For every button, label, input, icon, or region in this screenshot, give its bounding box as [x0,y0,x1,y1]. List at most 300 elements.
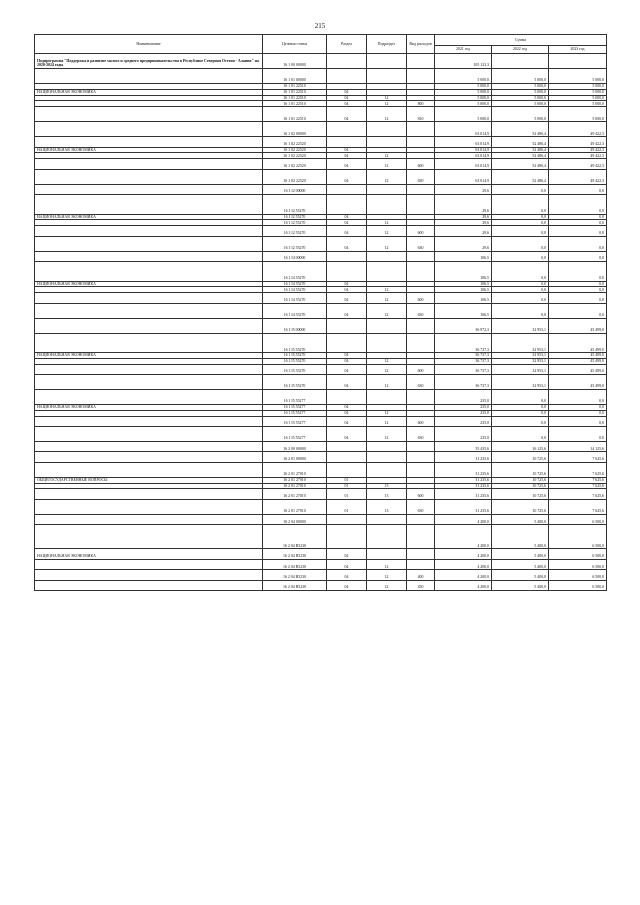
row-target-code: 16 2 04 R5230 [263,525,327,549]
row-expense-type [407,462,435,477]
row-name [35,442,263,452]
row-target-code: 16 1 I5 00000 [263,318,327,333]
row-expense-type [407,54,435,69]
row-target-code: 16 1 I5 55270 [263,364,327,374]
row-name [35,570,263,580]
row-amount-2022: 52 486,4 [492,169,549,184]
table-row [35,499,607,514]
row-amount-2022: 0,0 [492,251,549,261]
row-amount-2021: 29,6 [435,220,492,226]
table-row [35,442,607,452]
row-section: 01 [327,483,367,489]
row-target-code: 16 1 I5 55270 [263,353,327,359]
row-subsection: 12 [367,580,407,590]
row-target-code: 16 1 I5 55270 [263,375,327,390]
budget-table [34,34,607,591]
header-year-2022: 2022 год [492,46,549,54]
row-name [35,375,263,390]
row-section: 04 [327,107,367,122]
row-expense-type: 630 [407,169,435,184]
row-expense-type [407,452,435,462]
header-year-2021: 2021 год [435,46,492,54]
row-amount-2022: 0,0 [492,236,549,251]
row-amount-2022: 5 000,0 [492,95,549,101]
row-amount-2023: 5 000,0 [549,89,607,95]
row-amount-2022: 0,0 [492,281,549,287]
row-amount-2022: 0,0 [492,261,549,281]
row-amount-2021: 4 200,0 [435,514,492,524]
row-section: 04 [327,353,367,359]
row-name [35,107,263,122]
row-section: 04 [327,281,367,287]
row-subsection: 12 [367,416,407,426]
row-subsection: 12 [367,220,407,226]
row-amount-2023: 0,0 [549,236,607,251]
row-name [35,194,263,214]
row-expense-type: 630 [407,236,435,251]
row-target-code: 16 2 04 00000 [263,514,327,524]
row-section [327,525,367,549]
row-subsection [367,525,407,549]
row-subsection: 13 [367,489,407,499]
row-amount-2021: 31 235,6 [435,489,492,499]
row-amount-2023: 45 499,0 [549,375,607,390]
table-row [35,364,607,374]
row-name: ОБЩЕГОСУДАРСТВЕННЫЕ ВОПРОСЫ [35,477,263,483]
row-amount-2023: 0,0 [549,214,607,220]
row-subsection [367,54,407,69]
row-amount-2023: 7 625,6 [549,452,607,462]
row-target-code: 16 2 04 R5230 [263,549,327,559]
row-subsection [367,452,407,462]
row-target-code: 16 1 01 22510 [263,101,327,107]
row-section: 04 [327,358,367,364]
row-name [35,318,263,333]
row-amount-2021: 36 737,3 [435,375,492,390]
row-expense-type [407,442,435,452]
row-section: 01 [327,477,367,483]
row-amount-2022: 0,0 [492,390,549,405]
table-row [35,169,607,184]
row-amount-2021: 5 000,0 [435,101,492,107]
row-expense-type: 800 [407,101,435,107]
row-name [35,236,263,251]
row-amount-2023: 0,0 [549,287,607,293]
row-amount-2022: 10 725,6 [492,489,549,499]
row-amount-2023: 7 625,6 [549,499,607,514]
row-amount-2022: 0,0 [492,287,549,293]
row-expense-type: 630 [407,303,435,318]
row-amount-2023: 0,0 [549,184,607,194]
row-amount-2021: 36 737,3 [435,353,492,359]
row-amount-2023: 5 000,0 [549,69,607,84]
row-amount-2023: 49 422,3 [549,122,607,137]
row-section: 04 [327,101,367,107]
row-target-code: 16 2 00 00000 [263,442,327,452]
row-subsection: 12 [367,95,407,101]
header-code: Целевая статья [263,35,327,54]
table-row [35,54,607,69]
row-section: 04 [327,549,367,559]
row-subsection: 13 [367,483,407,489]
row-amount-2021: 35 435,6 [435,442,492,452]
row-name [35,122,263,137]
table-row [35,226,607,236]
table-row [35,137,607,147]
table-row [35,375,607,390]
row-subsection: 12 [367,358,407,364]
page-number: 215 [314,22,326,30]
row-subsection [367,137,407,147]
row-target-code: 16 1 02 22520 [263,153,327,159]
row-subsection: 12 [367,364,407,374]
row-subsection: 12 [367,287,407,293]
row-section [327,442,367,452]
row-amount-2023: 0,0 [549,293,607,303]
row-name [35,184,263,194]
row-amount-2021: 5 000,0 [435,95,492,101]
row-amount-2022: 5 000,0 [492,84,549,90]
table-row [35,416,607,426]
row-section: 04 [327,236,367,251]
row-target-code: 16 1 I5 55270 [263,333,327,353]
row-target-code: 16 1 I5 55277 [263,427,327,442]
row-expense-type [407,261,435,281]
row-target-code: 16 1 I5 55277 [263,410,327,416]
row-amount-2021: 63 014,9 [435,147,492,153]
row-amount-2023: 6 500,0 [549,580,607,590]
row-section: 04 [327,147,367,153]
row-amount-2022: 0,0 [492,214,549,220]
row-expense-type [407,514,435,524]
row-section: 04 [327,226,367,236]
table-row [35,194,607,214]
row-amount-2022: 0,0 [492,184,549,194]
row-section [327,69,367,84]
row-amount-2021: 5 000,0 [435,69,492,84]
row-name [35,293,263,303]
row-name [35,427,263,442]
row-target-code: 16 1 I2 55270 [263,214,327,220]
row-amount-2021: 29,6 [435,214,492,220]
row-section: 04 [327,95,367,101]
row-section [327,122,367,137]
row-amount-2022: 32 953,1 [492,333,549,353]
row-section [327,194,367,214]
row-amount-2022: 52 486,4 [492,122,549,137]
row-section: 04 [327,153,367,159]
row-amount-2023: 0,0 [549,427,607,442]
row-name [35,169,263,184]
table-row [35,318,607,333]
row-subsection [367,194,407,214]
table-row [35,303,607,318]
row-name [35,159,263,169]
table-row [35,293,607,303]
row-amount-2022: 10 725,6 [492,477,549,483]
row-subsection [367,261,407,281]
row-expense-type: 630 [407,499,435,514]
row-section: 04 [327,169,367,184]
table-row [35,427,607,442]
table-row [35,549,607,559]
header-section: Раздел [327,35,367,54]
row-amount-2021: 36 972,3 [435,318,492,333]
row-amount-2021: 63 014,9 [435,137,492,147]
row-amount-2023: 14 125,6 [549,442,607,452]
row-amount-2021: 106,5 [435,303,492,318]
row-subsection: 12 [367,293,407,303]
row-amount-2022: 52 486,4 [492,137,549,147]
row-name [35,390,263,405]
row-target-code: 16 1 I4 55270 [263,287,327,293]
row-target-code: 16 1 I4 55270 [263,293,327,303]
row-subsection [367,318,407,333]
row-name [35,514,263,524]
row-target-code: 16 1 I4 55270 [263,281,327,287]
table-row [35,570,607,580]
table-row [35,184,607,194]
header-expense-type: Вид расходов [407,35,435,54]
row-name: НАЦИОНАЛЬНАЯ ЭКОНОМИКА [35,353,263,359]
row-amount-2021: 4 200,0 [435,559,492,569]
row-name [35,364,263,374]
row-amount-2023: 0,0 [549,251,607,261]
row-expense-type: 810 [407,107,435,122]
row-amount-2022: 0,0 [492,220,549,226]
row-section: 04 [327,89,367,95]
row-amount-2021: 106,5 [435,281,492,287]
row-target-code: 16 2 01 27010 [263,483,327,489]
row-amount-2022 [492,54,549,69]
row-amount-2022: 16 125,6 [492,442,549,452]
row-amount-2021: 235,0 [435,405,492,411]
row-amount-2021: 106,5 [435,261,492,281]
row-subsection [367,333,407,353]
header-amount: Сумма [435,35,607,46]
table-row [35,261,607,281]
row-amount-2021: 36 737,3 [435,358,492,364]
row-amount-2023: 0,0 [549,220,607,226]
row-amount-2022: 10 725,6 [492,462,549,477]
row-amount-2022: 32 953,1 [492,353,549,359]
row-expense-type [407,525,435,549]
row-amount-2022: 32 953,1 [492,364,549,374]
row-target-code: 16 2 01 27010 [263,499,327,514]
row-amount-2022: 5 000,0 [492,101,549,107]
row-expense-type: 600 [407,159,435,169]
row-section [327,137,367,147]
row-amount-2023: 0,0 [549,390,607,405]
row-amount-2023: 49 422,3 [549,137,607,147]
row-target-code: 16 1 02 22520 [263,147,327,153]
table-header [35,35,607,54]
row-expense-type: 600 [407,416,435,426]
row-target-code: 16 1 I5 55277 [263,390,327,405]
row-target-code: 16 2 04 R5230 [263,570,327,580]
row-amount-2021: 4 200,0 [435,570,492,580]
row-target-code: 16 2 01 27010 [263,462,327,477]
row-target-code: 16 1 I2 55270 [263,236,327,251]
row-section: 04 [327,287,367,293]
row-subsection: 12 [367,570,407,580]
row-amount-2021: 31 235,6 [435,477,492,483]
row-amount-2021: 106,5 [435,251,492,261]
row-amount-2023 [549,54,607,69]
row-name [35,137,263,147]
row-amount-2023: 45 499,0 [549,353,607,359]
row-amount-2022: 0,0 [492,427,549,442]
row-amount-2021: 106,5 [435,293,492,303]
row-amount-2021: 5 000,0 [435,107,492,122]
table-row [35,107,607,122]
table-row [35,390,607,405]
row-name [35,251,263,261]
row-amount-2022: 10 725,6 [492,499,549,514]
row-amount-2021: 235,0 [435,416,492,426]
row-subsection [367,390,407,405]
table-row [35,489,607,499]
row-amount-2023: 0,0 [549,194,607,214]
row-amount-2021: 36 737,3 [435,333,492,353]
table-row [35,159,607,169]
row-expense-type [407,559,435,569]
row-section: 04 [327,570,367,580]
row-amount-2022: 5 000,0 [492,69,549,84]
row-expense-type: 630 [407,375,435,390]
row-amount-2022: 52 486,4 [492,153,549,159]
row-section: 04 [327,303,367,318]
row-amount-2021: 4 200,0 [435,549,492,559]
row-amount-2022: 5 400,0 [492,514,549,524]
row-amount-2023: 45 499,0 [549,318,607,333]
table-row [35,452,607,462]
row-amount-2023: 45 499,0 [549,358,607,364]
row-amount-2022: 5 400,0 [492,525,549,549]
row-amount-2022: 5 000,0 [492,107,549,122]
row-expense-type [407,194,435,214]
row-section: 04 [327,375,367,390]
table-row [35,580,607,590]
row-target-code: 16 1 00 00000 [263,54,327,69]
header-subsection: Подраздел [367,35,407,54]
row-amount-2023: 0,0 [549,303,607,318]
row-amount-2022: 5 400,0 [492,570,549,580]
header-year-2023: 2023 год [549,46,607,54]
row-target-code: 16 1 01 00000 [263,69,327,84]
row-name [35,416,263,426]
table-row [35,462,607,477]
table-body [35,54,607,591]
table-row [35,122,607,137]
row-target-code: 16 1 I2 55270 [263,220,327,226]
row-amount-2023: 5 000,0 [549,95,607,101]
row-section: 01 [327,489,367,499]
row-section [327,462,367,477]
row-section: 04 [327,410,367,416]
row-name [35,452,263,462]
row-section [327,318,367,333]
row-section: 04 [327,416,367,426]
row-name [35,303,263,318]
row-name [35,333,263,353]
row-amount-2023: 45 499,0 [549,364,607,374]
row-section [327,251,367,261]
row-target-code: 16 1 I2 55270 [263,226,327,236]
row-amount-2021: 29,6 [435,184,492,194]
row-amount-2022: 0,0 [492,303,549,318]
row-subsection: 12 [367,169,407,184]
row-subsection [367,514,407,524]
row-expense-type [407,122,435,137]
row-amount-2021: 4 200,0 [435,525,492,549]
row-name [35,462,263,477]
row-expense-type [407,137,435,147]
row-target-code: 16 1 01 22510 [263,107,327,122]
row-expense-type: 600 [407,293,435,303]
table-row [35,525,607,549]
row-section: 04 [327,293,367,303]
row-section: 04 [327,214,367,220]
row-amount-2023: 45 499,0 [549,333,607,353]
row-name: НАЦИОНАЛЬНАЯ ЭКОНОМИКА [35,89,263,95]
row-amount-2023: 7 625,6 [549,462,607,477]
row-amount-2022: 5 000,0 [492,89,549,95]
table-row [35,251,607,261]
table-row [35,236,607,251]
row-amount-2022: 10 725,6 [492,483,549,489]
row-target-code: 16 1 02 22520 [263,169,327,184]
row-amount-2023: 5 000,0 [549,84,607,90]
row-target-code: 16 2 01 27010 [263,477,327,483]
table-row [35,514,607,524]
row-amount-2021: 63 014,9 [435,159,492,169]
row-section: 04 [327,427,367,442]
row-name [35,261,263,281]
row-amount-2022: 0,0 [492,416,549,426]
row-subsection: 12 [367,303,407,318]
row-subsection: 12 [367,410,407,416]
row-section [327,452,367,462]
row-amount-2023: 0,0 [549,410,607,416]
row-subsection: 13 [367,499,407,514]
row-amount-2021: 29,6 [435,236,492,251]
row-section [327,184,367,194]
row-section: 01 [327,499,367,514]
row-amount-2023: 6 500,0 [549,514,607,524]
row-amount-2021: 29,6 [435,226,492,236]
row-section: 04 [327,559,367,569]
row-expense-type: 400 [407,570,435,580]
row-subsection: 12 [367,226,407,236]
row-name [35,580,263,590]
row-section [327,514,367,524]
row-amount-2023: 49 422,3 [549,153,607,159]
row-target-code: 16 1 I5 55270 [263,358,327,364]
row-name [35,226,263,236]
row-amount-2023: 7 625,6 [549,477,607,483]
row-amount-2023: 0,0 [549,226,607,236]
row-section: 04 [327,220,367,226]
row-amount-2023: 6 500,0 [549,559,607,569]
row-name: НАЦИОНАЛЬНАЯ ЭКОНОМИКА [35,281,263,287]
row-name: НАЦИОНАЛЬНАЯ ЭКОНОМИКА [35,214,263,220]
row-section: 04 [327,364,367,374]
row-amount-2021: 36 737,3 [435,364,492,374]
row-target-code: 16 1 02 00000 [263,122,327,137]
row-section [327,261,367,281]
row-amount-2021: 235,0 [435,390,492,405]
